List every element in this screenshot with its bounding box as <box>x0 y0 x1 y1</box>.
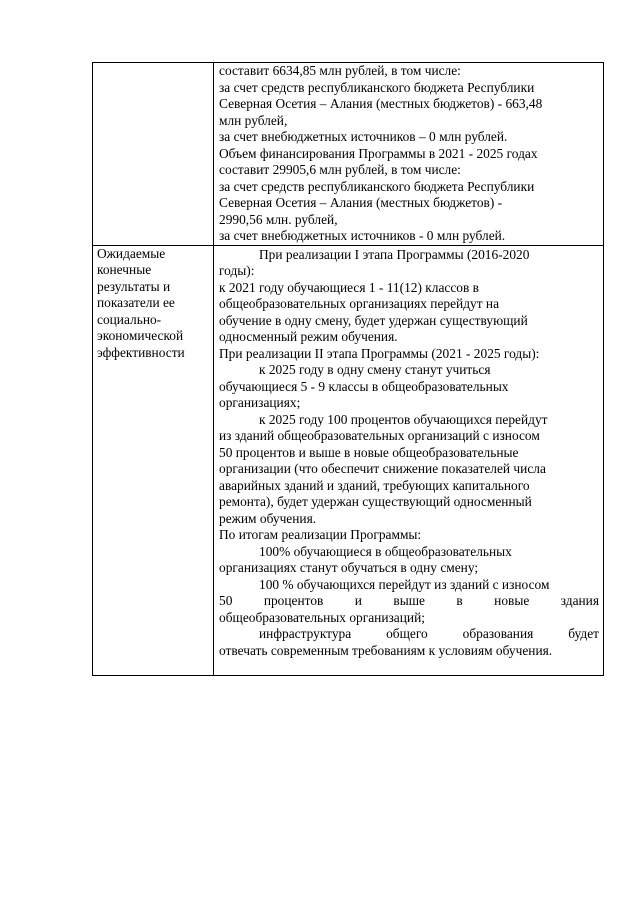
text-line: годы): <box>219 263 255 278</box>
text-line: составит 29905,6 млн рублей, в том числе: <box>219 162 461 177</box>
row-label-line: конечные <box>97 262 152 277</box>
row-label-line: эффективности <box>97 344 185 360</box>
financing-text-cell <box>214 63 604 246</box>
text-line-justified: 50 процентов и выше в новые здания <box>219 593 599 608</box>
text-line: к 2025 году в одну смену станут учиться <box>259 362 491 377</box>
text-line: общеобразовательных организаций; <box>219 609 425 625</box>
text-line: односменный режим обучения. <box>219 329 398 344</box>
text-line: млн рублей, <box>219 112 288 128</box>
expected-results-text-cell <box>214 245 604 676</box>
text-line: за счет внебюджетных источников - 0 млн рублей. <box>219 228 506 243</box>
text-line: организациях; <box>219 395 301 410</box>
text-line: При реализации I этапа Программы (2016-2020 <box>259 246 530 262</box>
row-label-line: показатели ее <box>97 295 175 310</box>
program-passport-table <box>92 62 604 676</box>
text-line: Северная Осетия – Алания (местных бюджетов) - 663,48 <box>219 96 543 111</box>
row-label-line: Ожидаемые <box>97 245 166 261</box>
text-line: Объем финансирования Программы в 2021 - 2025 годах <box>219 145 538 161</box>
text-line: общеобразовательных организациях перейдут на <box>219 296 500 311</box>
text-line: При реализации II этапа Программы (2021 - 2025 годы): <box>219 345 540 361</box>
row-label-cell <box>93 245 214 676</box>
text-line: ремонта), будет удержан существующий односменный <box>219 494 532 509</box>
text-line: из зданий общеобразовательных организаций с износом <box>219 428 540 443</box>
row-label-cell-empty <box>93 63 214 246</box>
text-line: составит 6634,85 млн рублей, в том числе: <box>219 63 461 78</box>
text-line: отвечать современным требованиям к условиям обучения. <box>219 642 553 658</box>
table-row-expected-results <box>93 245 604 676</box>
text-line: за счет средств республиканского бюджета Республики <box>219 79 535 95</box>
text-line: аварийных зданий и зданий, требующих капитального <box>219 477 530 493</box>
text-line: Северная Осетия – Алания (местных бюджетов) - <box>219 195 503 210</box>
text-line: к 2021 году обучающиеся 1 - 11(12) классов в <box>219 279 479 295</box>
text-line: 2990,56 млн. рублей, <box>219 211 338 227</box>
row-label-line: результаты и <box>97 278 171 294</box>
text-line: организации (что обеспечит снижение показателей числа <box>219 461 546 476</box>
row-label-line: социально- <box>97 311 162 327</box>
text-line: за счет средств республиканского бюджета Республики <box>219 178 535 194</box>
text-line: за счет внебюджетных источников – 0 млн рублей. <box>219 129 508 144</box>
text-line: 100% обучающиеся в общеобразовательных <box>259 543 512 559</box>
text-line: 50 процентов и выше в новые общеобразовательные <box>219 444 519 460</box>
table-row-financing <box>93 63 604 246</box>
text-line: 100 % обучающихся перейдут из зданий с износом <box>259 576 550 592</box>
row-label-line: экономической <box>97 328 184 343</box>
text-line: к 2025 году 100 процентов обучающихся перейдут <box>259 411 548 427</box>
text-line-justified: инфраструктура общего образования будет <box>259 626 599 641</box>
text-line: обучающиеся 5 - 9 классы в общеобразовательных <box>219 378 509 394</box>
text-line: режим обучения. <box>219 510 317 526</box>
text-line: обучение в одну смену, будет удержан существующий <box>219 312 528 328</box>
text-line: По итогам реализации Программы: <box>219 527 422 542</box>
text-line: организациях станут обучаться в одну смену; <box>219 560 479 575</box>
